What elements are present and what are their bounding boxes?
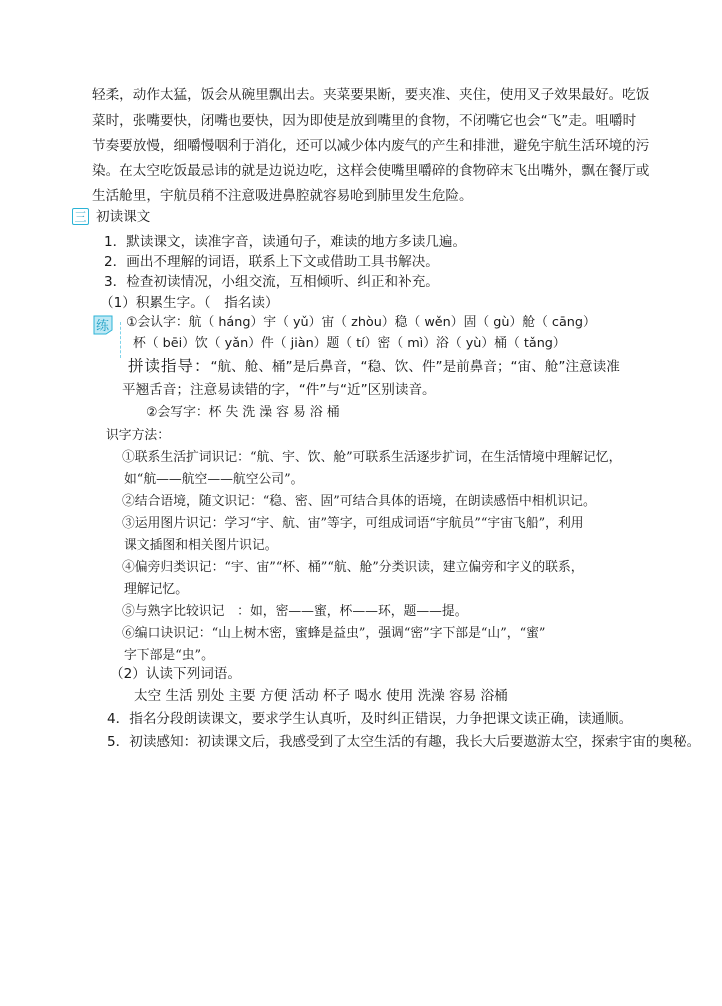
guide-text: “航、舱、桶”是后鼻音，“稳、饮、件”是前鼻音；“宙、舱”注意读准 (210, 359, 620, 375)
step-item: 1．默读课文，读准字音，读通句子，难读的地方多读几遍。 (104, 234, 467, 250)
section-title: 初读课文 (96, 209, 151, 225)
method-line: ⑤与熟字比较识记 ：如，密——蜜，杯——环，题——提。 (122, 604, 468, 619)
recognize-chars-line: 杯（ bēi）饮（ yǎn）件（ jiàn）题（ tí）密（ mì）浴（ yù）桶（ tǎng） (133, 336, 566, 351)
paragraph-line: 轻柔，动作太猛，饭会从碗里飘出去。夹菜要果断，要夹准、夹住，使用叉子效果最好。吃饭 (92, 87, 650, 103)
dashed-guide-line (120, 322, 121, 358)
method-line: ④偏旁归类识记：“宇、宙”“杯、桶”“航、舱”分类识读，建立偏旁和字义的联系， (122, 560, 584, 575)
guide-label: 拼读指导： (128, 357, 211, 375)
practice-icon (92, 314, 114, 336)
paragraph-line: 节奏要放慢，细嚼慢咽利于消化，还可以减少体内废气的产生和排泄，避免宇航生活环境的污 (92, 138, 650, 154)
method-line: ⑥编口诀识记：“山上树木密，蜜蜂是益虫”，强调“密”字下部是“山”，“蜜” (122, 626, 546, 641)
pinyin-guide (128, 357, 620, 376)
method-line: 如“航——航空——航空公司”。 (124, 472, 304, 487)
step-item: 5．初读感知：初读课文后，我感受到了太空生活的有趣，我长大后要遨游太空，探索宇宙的奥秘。 (107, 734, 701, 750)
method-line: 字下部是“虫”。 (124, 648, 214, 663)
method-title: 识字方法： (106, 428, 170, 443)
sub-heading: （2）认读下列词语。 (110, 666, 241, 682)
method-line: 课文插图和相关图片识记。 (124, 538, 278, 553)
step-item: 3．检查初读情况，小组交流，互相倾听、纠正和补充。 (104, 274, 439, 290)
method-line: ①联系生活扩词识记：“航、宇、饮、舱”可联系生活逐步扩词，在生活情境中理解记忆， (122, 450, 622, 465)
word-list: 太空 生活 别处 主要 方便 活动 杯子 喝水 使用 洗澡 容易 浴桶 (134, 688, 508, 704)
step-item: 4．指名分段朗读课文，要求学生认真听，及时纠正错误，力争把课文读正确，读通顺。 (107, 711, 633, 727)
step-item: 2．画出不理解的词语，联系上下文或借助工具书解决。 (104, 254, 439, 270)
method-line: 理解记忆。 (124, 582, 188, 597)
svg-text:练: 练 (96, 319, 110, 334)
recognize-chars-line: ①会认字：航（ háng）宇（ yǔ）宙（ zhòu）稳（ wěn）固（ gù）舱（ cāng） (126, 315, 596, 330)
paragraph-line: 生活舱里，宇航员稍不注意吸进鼻腔就容易呛到肺里发生危险。 (92, 188, 473, 204)
section-number-badge: 三 (72, 208, 89, 225)
paragraph-line: 染。在太空吃饭最忌讳的就是边说边吃，这样会使嘴里嚼碎的食物碎末飞出嘴外，飘在餐厅或 (92, 163, 650, 179)
paragraph-line: 菜时，张嘴要快，闭嘴也要快，因为即使是放到嘴里的食物，不闭嘴它也会“飞”走。咀嚼时 (92, 113, 637, 129)
sub-heading: （1）积累生字。（ 指名读） (100, 295, 279, 311)
write-chars-line: ②会写字：杯 失 洗 澡 容 易 浴 桶 (146, 405, 340, 420)
method-line: ②结合语境，随文识记：“稳、密、固”可结合具体的语境，在朗读感悟中相机识记。 (122, 494, 596, 509)
method-line: ③运用图片识记：学习“宇、航、宙”等字，可组成词语“宇航员”“宇宙飞船”，利用 (122, 516, 584, 531)
guide-text-cont: 平翘舌音；注意易读错的字，“件”与“近”区别读音。 (122, 382, 436, 398)
